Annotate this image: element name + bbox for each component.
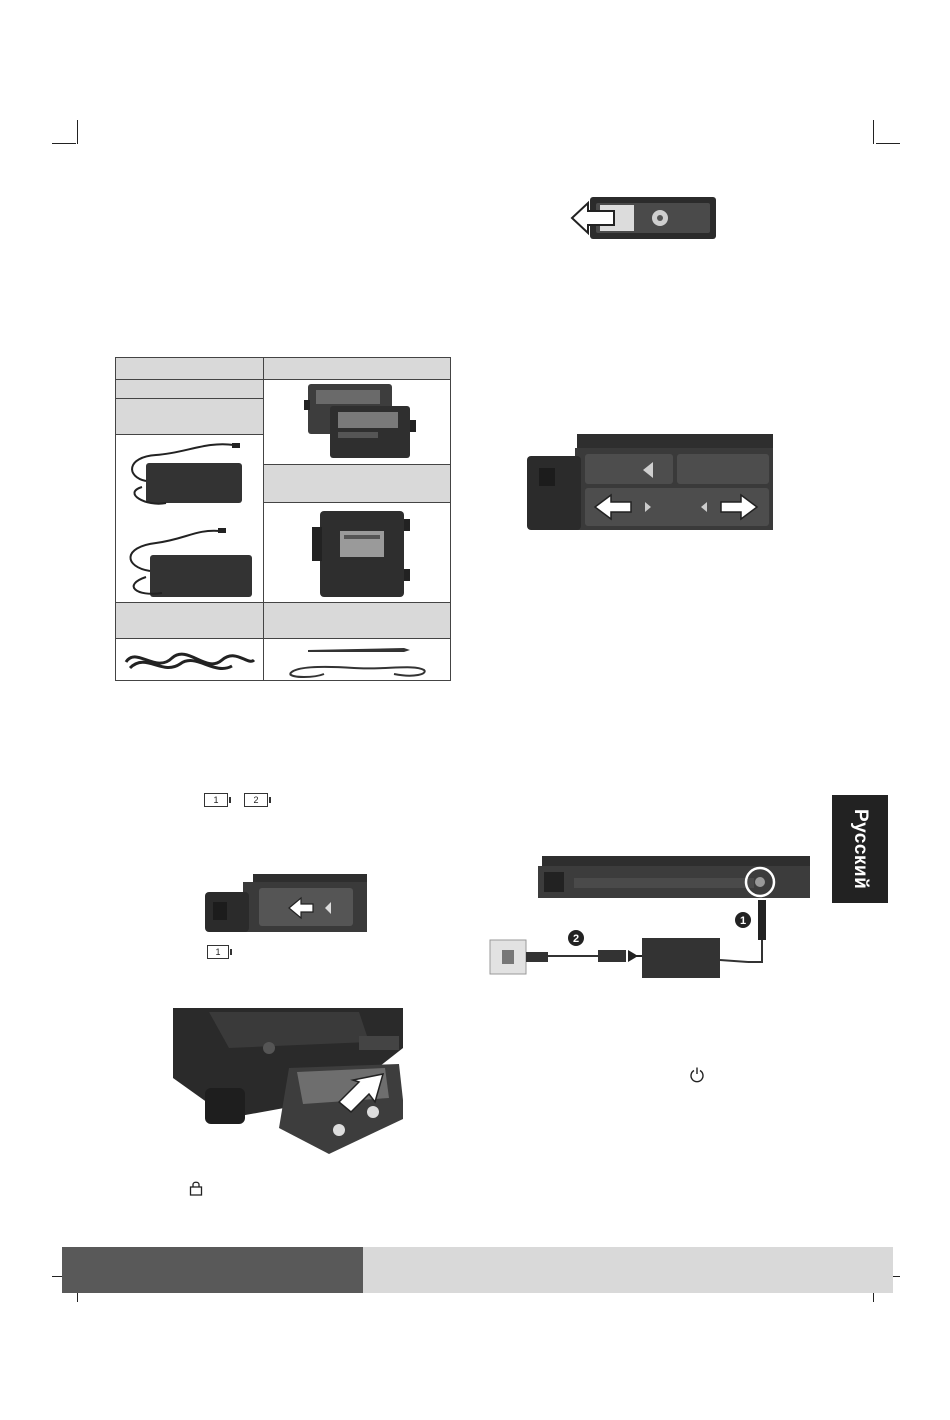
extended-battery-image <box>264 505 450 601</box>
crop-mark <box>873 120 874 144</box>
table-header-cell <box>264 358 451 380</box>
table-label-cell <box>264 603 451 639</box>
battery-latch-illustration <box>570 195 720 241</box>
footer-bar-dark <box>62 1247 363 1293</box>
language-tab <box>832 795 888 903</box>
ac-adapter-connection-illustration <box>488 852 814 982</box>
adapters-image-cell <box>116 435 264 603</box>
battery-door-illustration <box>203 872 369 934</box>
step-two-marker: 2 <box>572 933 580 945</box>
ac-adapters-image <box>116 437 262 601</box>
language-tab-label: Русский <box>850 808 871 890</box>
step-one-marker: 1 <box>739 915 747 927</box>
battery-slot-2-icon: 2 <box>244 793 268 807</box>
footer-bar-light <box>363 1247 893 1293</box>
extended-battery-image-cell <box>264 503 451 603</box>
stylus-image-cell <box>264 639 451 681</box>
batteries-image-cell <box>264 380 451 465</box>
crop-mark <box>77 120 78 144</box>
battery-slot-1-icon: 1 <box>204 793 228 807</box>
lock-icon <box>189 1180 203 1196</box>
crop-mark <box>52 143 76 144</box>
crop-mark <box>876 143 900 144</box>
table-label-cell <box>116 380 264 399</box>
table-label-cell <box>116 603 264 639</box>
table-label-cell <box>116 399 264 435</box>
stylus-tether-image <box>264 640 450 680</box>
power-cord-image-cell <box>116 639 264 681</box>
two-batteries-image <box>264 380 450 464</box>
battery-insertion-illustration <box>169 1008 403 1158</box>
battery-latches-illustration <box>525 432 775 532</box>
power-icon <box>689 1066 705 1084</box>
power-cord-image <box>116 640 262 680</box>
battery-slot-1-icon: 1 <box>207 945 229 959</box>
table-header-cell <box>116 358 264 380</box>
table-label-cell <box>264 465 451 503</box>
package-contents-table <box>115 357 451 681</box>
